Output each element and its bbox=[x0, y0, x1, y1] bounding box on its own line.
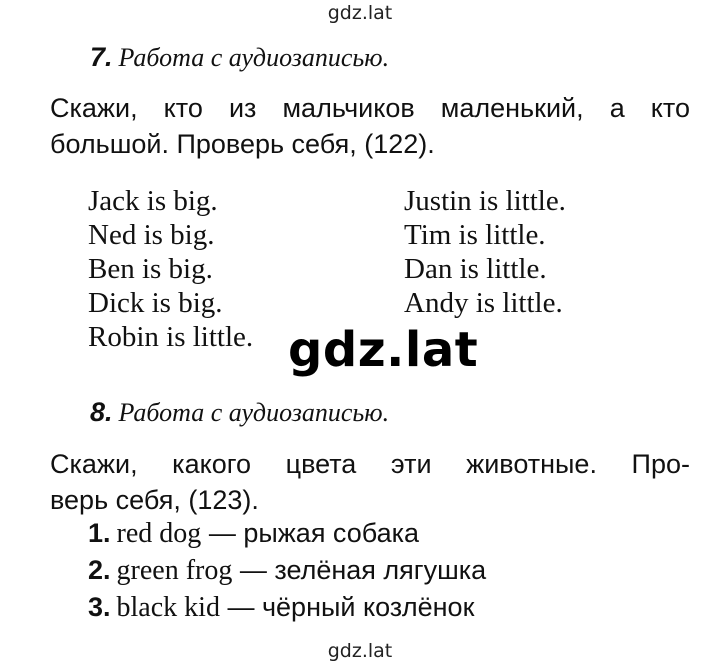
list-item-russian: — чёрный козлёнок bbox=[227, 592, 475, 622]
sentence-item: Justin is little. bbox=[404, 185, 566, 217]
exercise-8-heading bbox=[90, 397, 389, 428]
list-item-number: 1. bbox=[88, 518, 111, 548]
list-item-english: black kid bbox=[116, 592, 220, 623]
list-item bbox=[88, 515, 486, 552]
exercise-8-instruction bbox=[50, 446, 690, 518]
watermark-bottom: gdz.lat bbox=[327, 640, 393, 662]
exercise-7-instruction-line-1: Скажи, кто из мальчиков маленький, а кто bbox=[50, 93, 690, 123]
sentence-item: Jack is big. bbox=[88, 185, 218, 217]
list-item-number: 2. bbox=[88, 555, 111, 585]
sentence-item: Ben is big. bbox=[88, 253, 213, 285]
exercise-8-number: 8. bbox=[90, 397, 113, 427]
exercise-8-instruction-line-1: Скажи, какого цвета эти животные. Про- bbox=[50, 449, 690, 479]
exercise-7-instruction-line-2: большой. Проверь себя, (122). bbox=[50, 129, 435, 159]
exercise-7-heading bbox=[90, 42, 389, 73]
list-item bbox=[88, 589, 486, 626]
exercise-8-list bbox=[88, 515, 486, 626]
sentence-item: Tim is little. bbox=[404, 219, 546, 251]
exercise-8-instruction-line-2: верь себя, (123). bbox=[50, 485, 259, 515]
list-item-number: 3. bbox=[88, 592, 111, 622]
exercise-7-instruction bbox=[50, 90, 690, 162]
exercise-7-title: Работа с аудиозаписью. bbox=[118, 43, 390, 72]
watermark-top: gdz.lat bbox=[327, 2, 393, 24]
exercise-8-title: Работа с аудиозаписью. bbox=[118, 398, 390, 427]
exercise-7-left-column bbox=[88, 184, 253, 354]
exercise-7-right-column bbox=[404, 184, 566, 320]
exercise-7-number: 7. bbox=[90, 42, 113, 72]
list-item-english: red dog bbox=[116, 518, 202, 549]
sentence-item: Andy is little. bbox=[404, 287, 563, 319]
list-item-english: green frog bbox=[116, 555, 233, 586]
sentence-item: Robin is little. bbox=[88, 321, 254, 353]
watermark-middle: gdz.lat bbox=[288, 322, 479, 378]
list-item-russian: — зелёная лягушка bbox=[239, 555, 487, 585]
sentence-item: Dan is little. bbox=[404, 253, 547, 285]
sentence-item: Ned is big. bbox=[88, 219, 215, 251]
list-item-russian: — рыжая собака bbox=[208, 518, 420, 548]
list-item bbox=[88, 552, 486, 589]
sentence-item: Dick is big. bbox=[88, 287, 223, 319]
